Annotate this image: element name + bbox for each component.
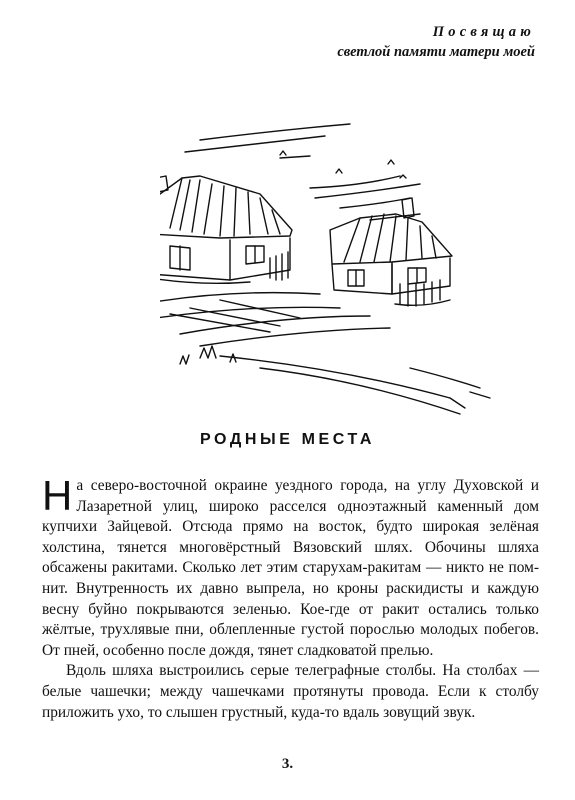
paragraph-2: Вдоль шляха выстроились серые телеграфные столбы. На столбах — белые чашечки; между чашечками протянуты провода. Если к столбу приложить ухо, то слышен грустный, куда-то вдаль зовущий звук. xyxy=(42,662,539,721)
dedication xyxy=(337,22,535,62)
chapter-title: РОДНЫЕ МЕСТА xyxy=(199,431,376,448)
village-sketch-icon xyxy=(160,118,545,418)
body-text xyxy=(42,472,539,723)
paragraph-1-text: а северо-восточной окраине уездного города, на углу Духовской и Лазаретной улиц, широко расселся одноэтажный каменный дом купчихи Зайцевой. Отсюда прямо на восток, будто широкая зелёная холстина, тянется многовёрстный Вязовский шлях. Обочины шляха обсажены ракитами. Сколько лет этим старухам-ракитам — никто не помнит. Внутренность их давно выпрела, но кроны раскидисты и каждую весну буйно покрываются зеленью. Кое-где от ракит остались только жёлтые, трухлявые пни, облепленные густой порослью молодых побегов. От пней, особенно после дождя, тянет сладковатой прелью. xyxy=(42,477,539,659)
drop-cap: Н xyxy=(42,472,73,519)
dedication-line-2: светлой памяти матери моей xyxy=(337,44,535,60)
dedication-line-1: Посвящаю xyxy=(432,24,535,40)
paragraph-1 xyxy=(42,472,539,661)
page-number: 3. xyxy=(281,756,294,772)
